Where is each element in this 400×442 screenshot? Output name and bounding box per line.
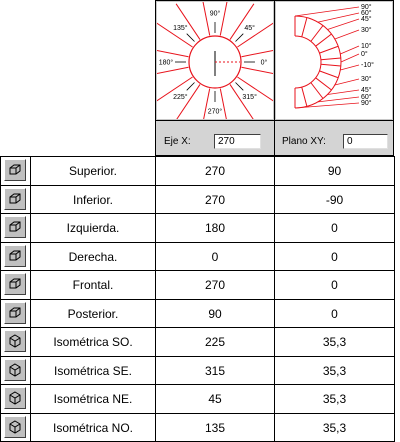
x-axis-input[interactable]: 270 <box>214 134 261 149</box>
xy-angle-label: 0° <box>260 59 268 67</box>
table-row-xy-plane: 0 <box>331 250 338 264</box>
z-angle-label: 30° <box>361 76 372 83</box>
x-axis-label: Eje X: <box>164 136 191 147</box>
table-row-name[interactable]: Isométrica SE. <box>53 364 133 378</box>
z-angle-label: 45° <box>361 87 372 94</box>
z-angle-label: 60° <box>361 94 372 101</box>
z-angle-diagram[interactable] <box>275 1 393 120</box>
ortho-view-button[interactable] <box>4 302 26 324</box>
isometric-view-button[interactable] <box>4 330 26 352</box>
table-row-divider <box>0 299 395 300</box>
xy-plane-input[interactable]: 0 <box>343 134 388 149</box>
table-row-divider <box>0 413 395 414</box>
table-row-x-axis: 180 <box>204 221 226 235</box>
table-row-xy-plane: 0 <box>331 221 338 235</box>
ortho-view-button[interactable] <box>4 216 26 238</box>
table-row-name[interactable]: Isométrica NE. <box>53 392 133 406</box>
table-row-x-axis: 225 <box>204 335 226 349</box>
z-angle-label: 30° <box>361 27 372 34</box>
xy-angle-diagram[interactable] <box>156 1 274 120</box>
table-row-divider <box>0 356 395 357</box>
table-row-divider <box>0 384 395 385</box>
table-row-name[interactable]: Superior. <box>68 164 118 178</box>
xy-angle-label: 135° <box>173 24 188 32</box>
z-angle-label: 90° <box>361 100 372 107</box>
table-row-xy-plane: 35,3 <box>322 392 347 406</box>
table-row-x-axis: 45 <box>208 392 222 406</box>
table-row-divider <box>0 185 395 186</box>
table-row-xy-plane: 0 <box>331 278 338 292</box>
xy-angle-label: 180° <box>158 59 174 67</box>
table-row-name[interactable]: Derecha. <box>68 250 118 264</box>
table-row-name[interactable]: Posterior. <box>67 307 119 321</box>
ortho-view-button[interactable] <box>4 159 26 181</box>
isometric-view-button[interactable] <box>4 387 26 409</box>
table-row-name[interactable]: Izquierda. <box>66 221 120 235</box>
z-angle-label: 60° <box>361 10 372 17</box>
table-row-x-axis: 270 <box>204 193 226 207</box>
xy-angle-label: 45° <box>244 24 255 32</box>
table-row-x-axis: 0 <box>211 250 219 264</box>
xy-angle-label: 270° <box>207 108 223 116</box>
xy-angle-label: 315° <box>242 94 257 102</box>
table-row-xy-plane: -90 <box>325 193 344 207</box>
z-angle-label: 90° <box>361 4 372 11</box>
table-row-divider <box>0 242 395 243</box>
table-row-name[interactable]: Inferior. <box>72 193 114 207</box>
table-row-xy-plane: 90 <box>327 164 342 178</box>
ortho-view-button[interactable] <box>4 188 26 210</box>
z-angle-label: -10° <box>361 62 374 69</box>
table-row-divider <box>0 156 395 157</box>
table-row-x-axis: 315 <box>204 364 226 378</box>
isometric-view-button[interactable] <box>4 359 26 381</box>
xy-angle-label: 90° <box>209 10 221 18</box>
table-row-xy-plane: 0 <box>331 307 338 321</box>
table-row-x-axis: 135 <box>204 421 226 435</box>
ortho-view-button[interactable] <box>4 273 26 295</box>
table-row-x-axis: 90 <box>208 307 222 321</box>
ortho-view-button[interactable] <box>4 245 26 267</box>
table-row-name[interactable]: Frontal. <box>72 278 114 292</box>
z-angle-label: 10° <box>361 43 372 50</box>
table-row-divider <box>0 270 395 271</box>
xy-angle-label: 225° <box>173 94 188 102</box>
table-row-name[interactable]: Isométrica SO. <box>53 335 133 349</box>
table-row-name[interactable]: Isométrica NO. <box>52 421 133 435</box>
xy-plane-label: Plano XY: <box>282 136 326 147</box>
table-row-x-axis: 270 <box>204 278 226 292</box>
isometric-view-button[interactable] <box>4 416 26 438</box>
z-angle-label: 0° <box>361 51 368 58</box>
table-row-xy-plane: 35,3 <box>322 335 347 349</box>
table-row-x-axis: 270 <box>204 164 226 178</box>
table-row-divider <box>0 327 395 328</box>
table-row-divider <box>0 213 395 214</box>
table-row-xy-plane: 35,3 <box>322 421 347 435</box>
table-row-xy-plane: 35,3 <box>322 364 347 378</box>
z-angle-label: 45° <box>361 16 372 23</box>
